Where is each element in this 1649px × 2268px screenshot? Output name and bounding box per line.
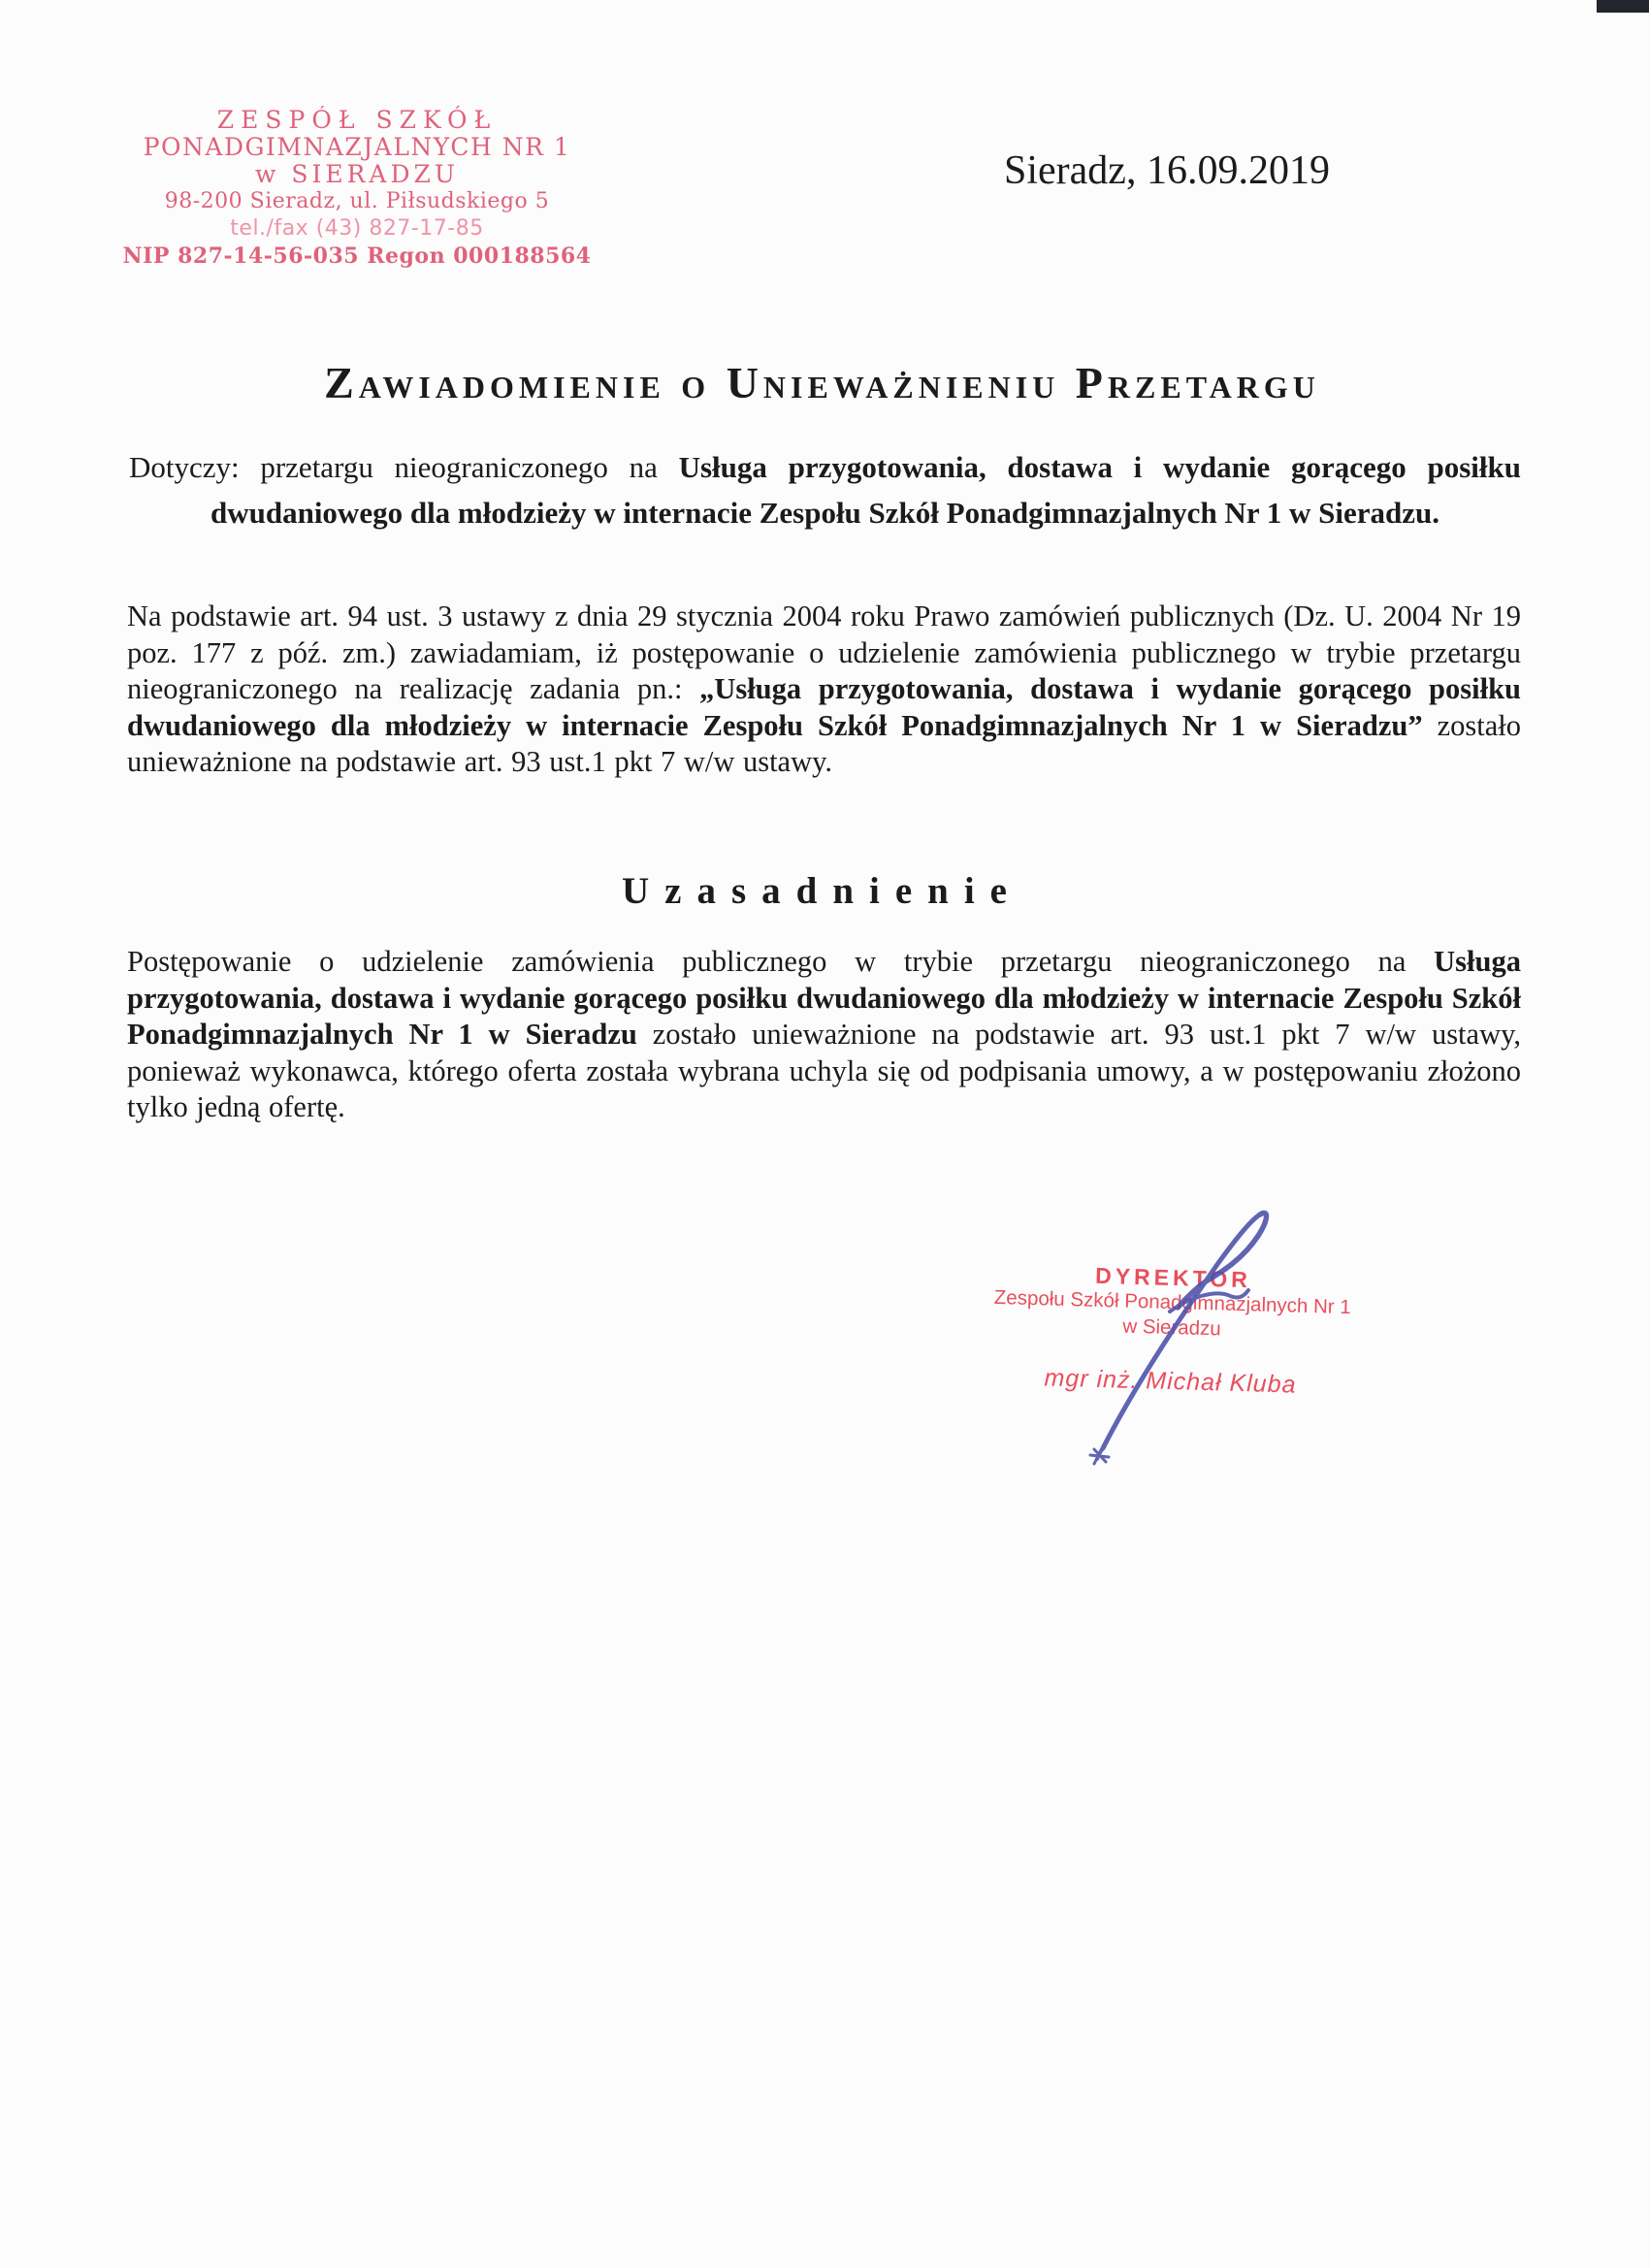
director-org-line-2: w Sieradzu: [1122, 1314, 1222, 1341]
date-line: Sieradz, 16.09.2019: [1004, 148, 1330, 193]
paragraph2-part2: zostało unieważnione na podstawie art. 93 ust.1 pkt 7 w/w ustawy, ponieważ wykonawca, którego oferta została wybrana uchyla się od podpisania umowy, a w postępowaniu złożono tylko jedną ofertę.: [127, 1018, 1521, 1123]
scan-artifact-corner: [1597, 0, 1649, 13]
subject-emphasis: Usługa przygotowania, dostawa i wydanie gorącego posiłku dwudaniowego dla młodzieży w internacie Zespołu Szkół Ponadgimnazjalnych Nr 1 w Sieradzu.: [210, 450, 1521, 530]
paragraph2-emphasis: Usługa przygotowania, dostawa i wydanie gorącego posiłku dwudaniowego dla młodzieży w internacie Zespołu Szkół Ponadgimnazjalnych Nr 1 w Sieradzu: [127, 945, 1521, 1051]
body-paragraph-1: [127, 599, 1521, 781]
letterhead-school-name: ZESPÓŁ SZKÓŁ: [216, 106, 498, 134]
paragraph1-emphasis: „Usługa przygotowania, dostawa i wydanie gorącego posiłku dwudaniowego dla młodzieży w internacie Zespołu Szkół Ponadgimnazjalnych Nr 1 w Sieradzu”: [127, 672, 1521, 742]
document-title: Zawiadomienie o Unieważnieniu Przetargu: [324, 358, 1320, 407]
paragraph1-part2: zostało unieważnione na podstawie art. 93 ust.1 pkt 7 w/w ustawy.: [127, 708, 1521, 778]
letterhead-stamp: [109, 107, 605, 270]
director-stamp: [961, 1259, 1382, 1402]
director-org-line-1: Zespołu Szkół Ponadgimnazjalnych Nr 1: [993, 1285, 1352, 1319]
letterhead-school-name-2: PONADGIMNAZJALNYCH NR 1: [143, 133, 571, 161]
subject-paragraph: [129, 444, 1521, 535]
letterhead-nip-regon: NIP 827-14-56-035 Regon 000188564: [122, 243, 592, 269]
letterhead-address: 98-200 Sieradz, ul. Piłsudskiego 5: [164, 189, 550, 213]
paragraph2-part1: Postępowanie o udzielenie zamówienia publicznego w trybie przetargu nieograniczonego na: [127, 945, 1435, 978]
director-role-label: DYREKTOR: [1094, 1262, 1252, 1293]
letterhead-phone: tel./fax (43) 827-17-85: [230, 216, 484, 241]
paragraph1-part1: Na podstawie art. 94 ust. 3 ustawy z dnia 29 stycznia 2004 roku Prawo zamówień publicznych (Dz. U. 2004 Nr 19 poz. 177 z póź. zm.) zawiadamiam, iż postępowanie o udzielenie zamówienia publicznego w trybie przetargu nieograniczonego na realizację zadania pn.:: [127, 599, 1521, 705]
body-paragraph-2: [127, 944, 1521, 1126]
letterhead-city: w SIERADZU: [255, 160, 459, 188]
subject-prefix: Dotyczy: przetargu nieograniczonego na: [129, 450, 679, 484]
section-heading-uzasadnienie: Uzasadnienie: [621, 870, 1022, 912]
director-signer-name: mgr inż. Michał Kluba: [1044, 1364, 1297, 1399]
